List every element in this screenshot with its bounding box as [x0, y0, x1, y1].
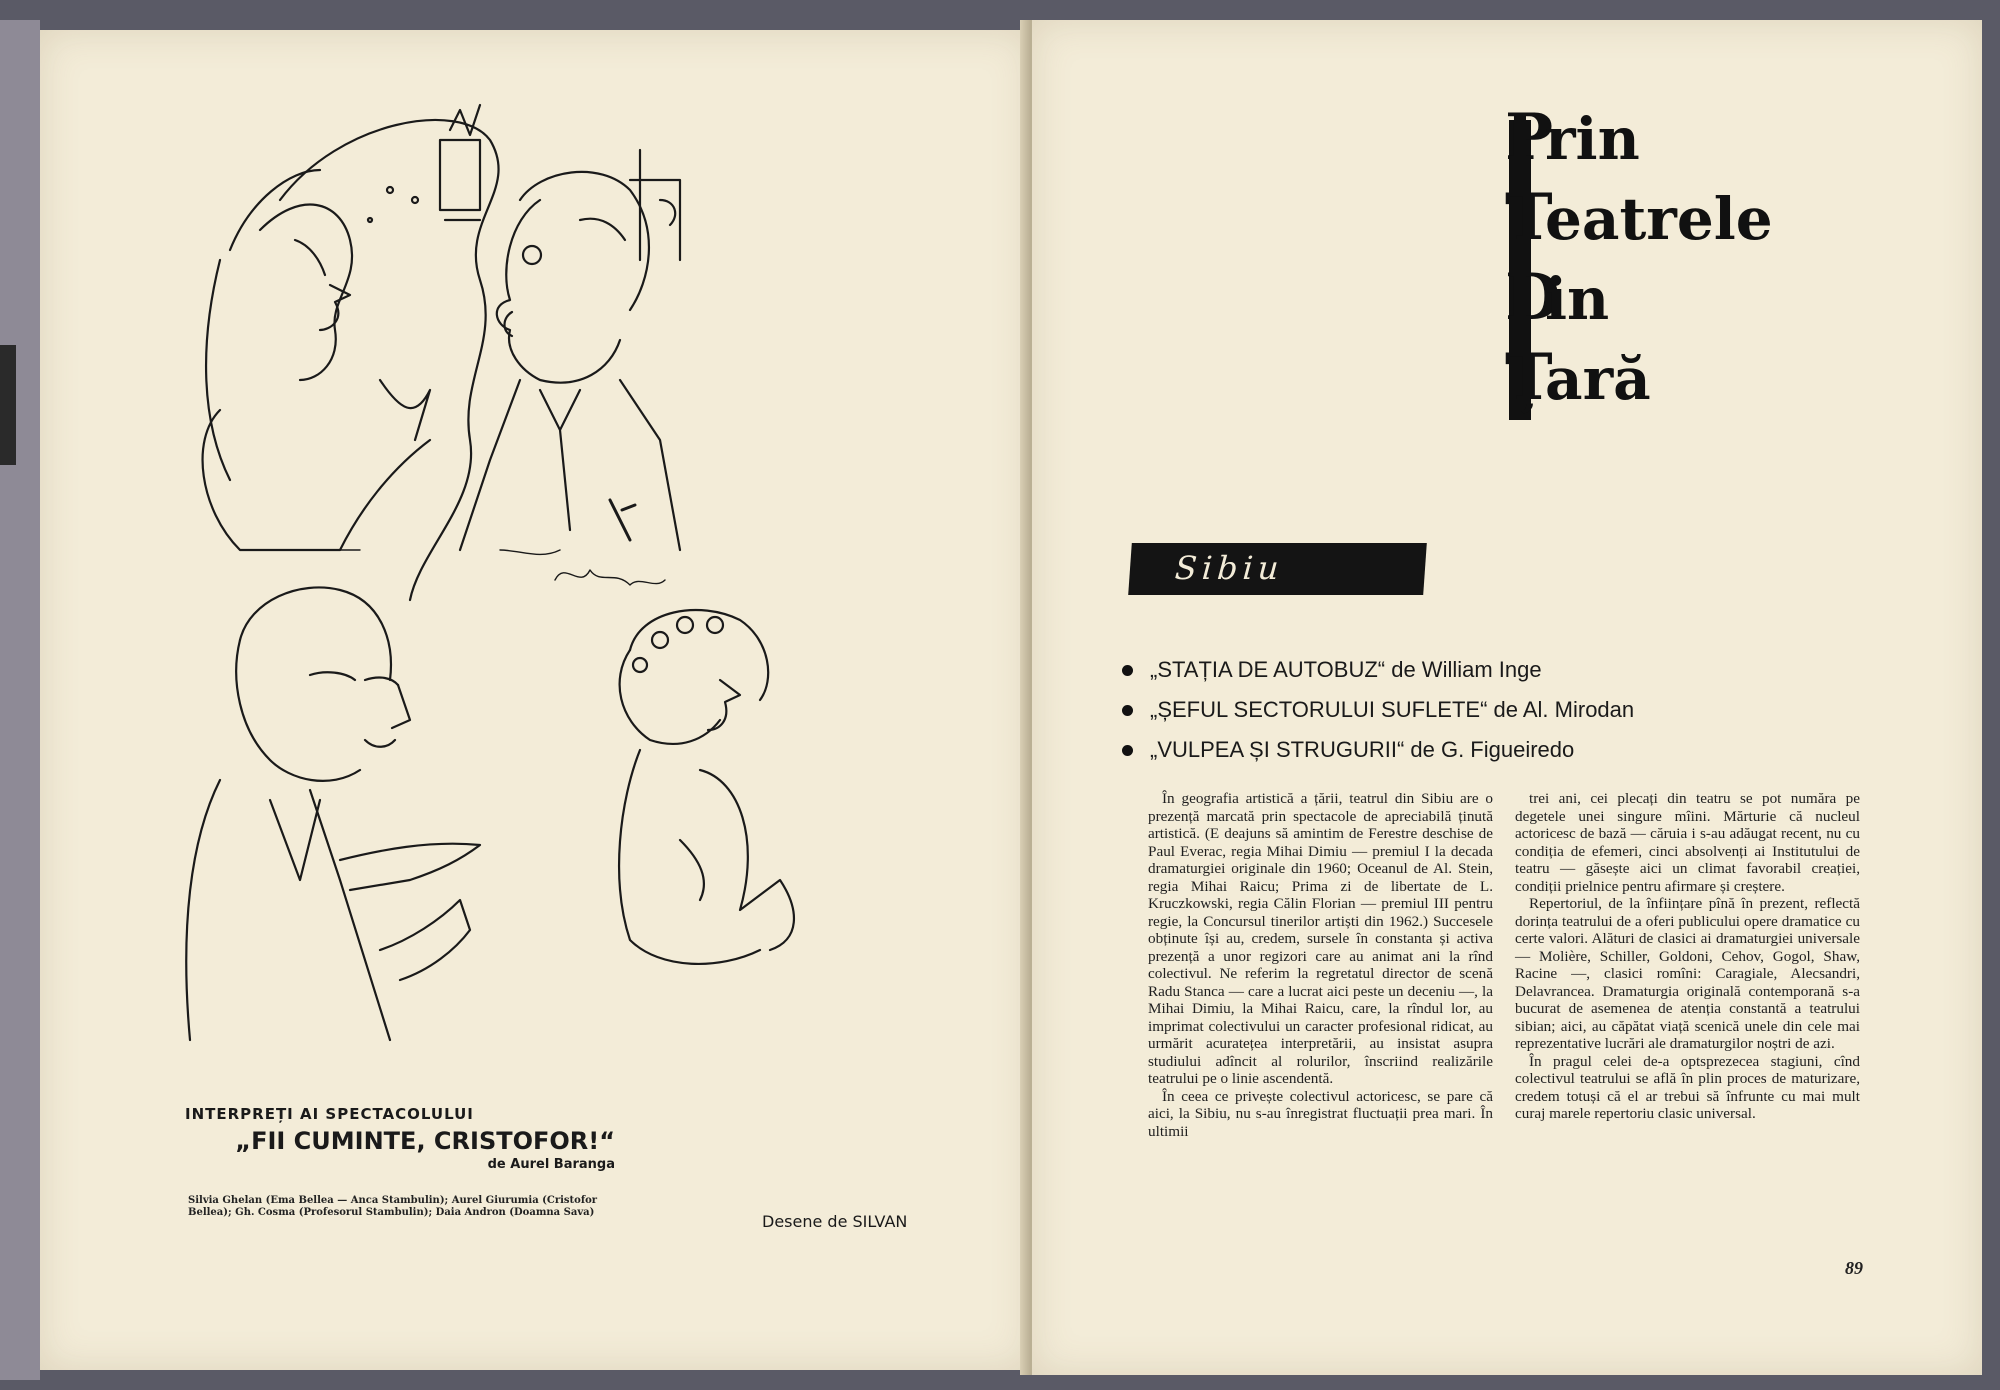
cast-list: Silvia Ghelan (Ema Bellea — Anca Stambulin); Aurel Giurumia (Cristofor Bellea); Gh. Cosma (Profesorul Stambulin); Daia Andron (Doamna Sava) — [188, 1195, 598, 1218]
caricature-man-surprised — [440, 105, 680, 554]
heading-line-3: Din — [1505, 260, 1610, 335]
caption-author: de Aurel Baranga — [487, 1157, 615, 1172]
caption-play-title: „FII CUMINTE, CRISTOFOR!“ — [235, 1127, 615, 1155]
article-column-1 — [1148, 790, 1493, 1140]
performance-caption — [185, 1105, 615, 1172]
show-item: „VULPEA ȘI STRUGURII“ de G. Figueiredo — [1120, 730, 1920, 770]
paragraph: În ceea ce privește colectivul actoricesc, se pare că aici, la Sibiu, nu s-au înregistrat fluctuații prea mari. În ultimii — [1148, 1087, 1493, 1140]
city-banner — [1128, 543, 1427, 595]
drawings-credit: Desene de SILVAN — [762, 1212, 908, 1231]
caricature-woman-curly — [619, 610, 794, 964]
caricature-drawings — [160, 80, 920, 1100]
article-column-2 — [1515, 790, 1860, 1123]
shows-list — [1120, 650, 1920, 770]
paragraph: În pragul celei de-a optsprezecea stagiuni, cînd colectivul teatrului se află în plin proces de maturizare, credem totuși că el ar trebui să înfrunte cu mai mult curaj marele repertoriu clasic universal. — [1515, 1052, 1860, 1122]
paragraph: Repertoriul, de la înființare pînă în prezent, reflectă dorința teatrului de a oferi publicului opere dramatice cu certe valori. Alături de clasici ai dramaturgiei universale — Molière, Schiller, Goldoni, Cehov, Gogol, Shaw, Racine —, clasici romîni: Caragiale, Alecsandri, Delavrancea. Dramaturgia originală contemporană s-a bucurat de asemenea de atenția constantă a teatrului sibian; aici, au căpătat viață scenică unele din cele mai reprezentative lucrări ale dramaturgilor noștri de azi. — [1515, 895, 1860, 1052]
page-number: 89 — [1845, 1258, 1863, 1278]
caricature-woman-headscarf — [203, 120, 499, 600]
heading-line-4: Țară — [1505, 340, 1651, 415]
show-item: „ȘEFUL SECTORULUI SUFLETE“ de Al. Mirodan — [1120, 690, 1920, 730]
paragraph: În geografia artistică a țării, teatrul din Sibiu are o prezență marcată prin spectacole de apreciabilă ținută artistică. (E deajuns să amintim de Ferestre deschise de Paul Everac, regia Mihai Dimiu — premiul I la decada dramaturgiei originale din 1960; Oceanul de Al. Stein, regia Mihai Raicu; Prima zi de libertate de L. Kruczkowski, regia Călin Florian — premiul III pentru regie, la Concursul tinerilor artiști din 1962.) Succesele obținute își au, credem, sursele în constanta și activa prezență a unor regizori care au animat ani la rînd colectivul. Ne referim la regretatul director de scenă Radu Stanca — care a lucrat aici peste un deceniu —, la Mihai Dimiu, la Mihai Raicu, care, la rîndul lor, au imprimat colectivului un caracter profesional ridicat, au urmărit acuratețea interpretării, au insistat asupra studiului adîncit al rolurilor, înscriind realizările teatrului pe o linie ascendentă. — [1148, 790, 1493, 1087]
city-name: Sibiu — [1173, 549, 1285, 587]
heading-line-2: Teatrele — [1505, 180, 1773, 255]
section-heading — [1505, 100, 1865, 440]
book-cover-edge — [0, 20, 40, 1380]
show-item: „STAȚIA DE AUTOBUZ“ de William Inge — [1120, 650, 1920, 690]
caption-line1: INTERPREȚI AI SPECTACOLULUI — [185, 1105, 474, 1123]
page-edge-tab — [0, 345, 16, 465]
heading-line-1: Prin — [1505, 100, 1640, 175]
caricature-man-glasses — [186, 587, 480, 1040]
paragraph: trei ani, cei plecați din teatru se pot număra pe degetele unei singure mîini. Mărturie că nucleul actoricesc de bază — căruia i s-au adăugat recent, nu cu condiția de efemeri, cinci absolvenți ai Institutului de teatru — găsește aici un climat favorabil creației, condiții prielnice pentru afirmare și creștere. — [1515, 790, 1860, 895]
